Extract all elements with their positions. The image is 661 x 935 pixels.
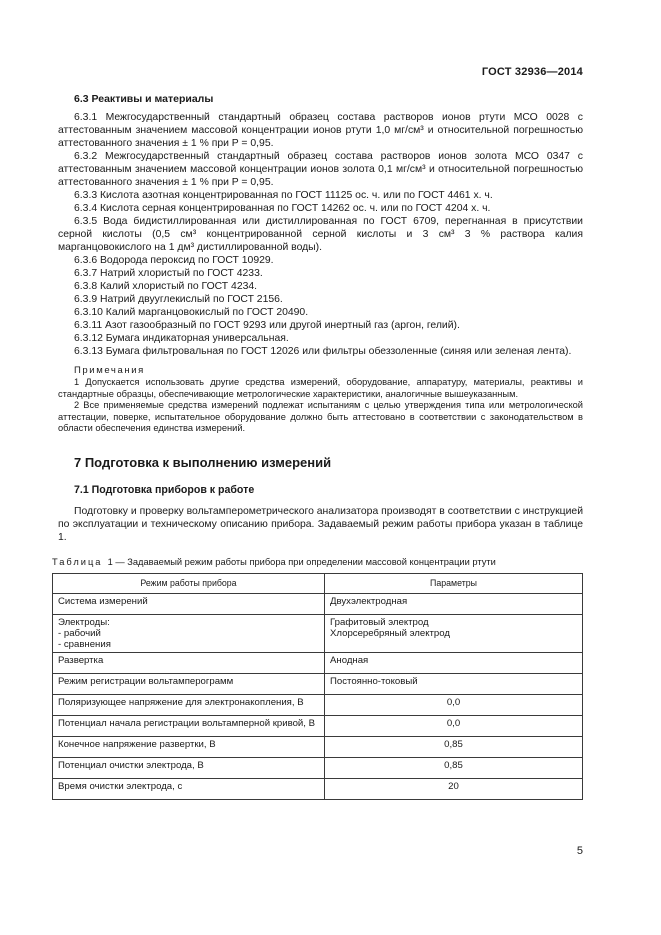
paragraph-6-3-4: 6.3.4 Кислота серная концентрированная по ГОСТ 14262 ос. ч. или по ГОСТ 4204 х. ч.: [74, 203, 491, 214]
table-row: [53, 757, 583, 778]
table-1: [52, 573, 583, 800]
note-1: 1 Допускается использовать другие средства измерений, оборудование, аппаратуру, материалы, реактивы и стандартные образцы, обеспечивающие метрологические характеристики, аналогичные вышеуказанным.: [58, 377, 583, 399]
table-row: [53, 614, 583, 652]
table-cell-param: 0,85: [325, 757, 583, 778]
column-header-params: Параметры: [325, 573, 583, 593]
table-row: [53, 593, 583, 614]
table-header-row: [53, 573, 583, 593]
table-cell-mode: Режим регистрации вольтамперограмм: [53, 673, 325, 694]
paragraph-6-3-1: 6.3.1 Межгосударственный стандартный образец состава растворов ионов ртути МСО 0028 с аттестованным значением массовой концентрации ионов ртути 1,0 мг/см³ и относительной погрешностью аттестованного значения ± 1 % при P = 0,95.: [58, 112, 583, 149]
document-code: ГОСТ 32936—2014: [481, 66, 583, 78]
paragraph-7-1: Подготовку и проверку вольтамперометрического анализатора производят в соответствии с инструкцией по эксплуатации и техническому описанию прибора. Задаваемый режим работы прибора указан в таблице 1.: [58, 505, 583, 543]
paragraph-6-3-7: 6.3.7 Натрий хлористый по ГОСТ 4233.: [74, 268, 263, 279]
section-7-1-heading: 7.1 Подготовка приборов к работе: [74, 483, 255, 496]
section-7-heading: 7 Подготовка к выполнению измерений: [74, 454, 332, 470]
table-cell-mode: Развертка: [53, 652, 325, 673]
table-cell-param: [325, 614, 583, 652]
table-caption-label: Таблица: [52, 556, 103, 567]
table-cell-mode: Потенциал очистки электрода, В: [53, 757, 325, 778]
table-row: [53, 736, 583, 757]
table-cell-param: 0,0: [325, 694, 583, 715]
page-content: [52, 93, 583, 800]
paragraph-6-3-13: 6.3.13 Бумага фильтровальная по ГОСТ 12026 или фильтры обеззоленные (синяя или зеленая лента).: [74, 346, 572, 357]
table-cell-mode: Система измерений: [53, 593, 325, 614]
paragraph-6-3-11: 6.3.11 Азот газообразный по ГОСТ 9293 или другой инертный газ (аргон, гелий).: [74, 320, 460, 331]
table-caption-text: 1 — Задаваемый режим работы прибора при определении массовой концентрации ртути: [107, 556, 496, 567]
table-cell-line: - сравнения: [58, 638, 111, 650]
table-cell-line: Электроды:: [58, 616, 110, 628]
table-cell-mode: Время очистки электрода, с: [53, 778, 325, 799]
section-6-3-heading: 6.3 Реактивы и материалы: [74, 93, 214, 105]
table-row: [53, 778, 583, 799]
notes-title: Примечания: [74, 365, 145, 376]
paragraph-6-3-10: 6.3.10 Калий марганцовокислый по ГОСТ 20490.: [74, 307, 309, 318]
table-cell-param: 0,0: [325, 715, 583, 736]
table-cell-mode: Потенциал начала регистрации вольтамперной кривой, В: [53, 715, 325, 736]
table-cell-mode: Поляризующее напряжение для электронакопления, В: [53, 694, 325, 715]
paragraph-6-3-3: 6.3.3 Кислота азотная концентрированная по ГОСТ 11125 ос. ч. или по ГОСТ 4461 х. ч.: [74, 190, 493, 201]
table-cell-param: 20: [325, 778, 583, 799]
note-2: 2 Все применяемые средства измерений подлежат испытаниям с целью утверждения типа или метрологической аттестации, поверке, испытательное оборудование должно быть аттестовано в соответствии с законодательством в области обеспечения единства измерений.: [58, 400, 583, 434]
paragraph-6-3-2: 6.3.2 Межгосударственный стандартный образец состава растворов ионов золота МСО 0347 с аттестованным значением массовой концентрации ионов золота 0,1 мг/см³ и относительной погрешностью аттестованного значения ± 1 % при P = 0,95.: [58, 151, 583, 188]
table-cell-mode: Конечное напряжение развертки, В: [53, 736, 325, 757]
table-cell-line: Хлорсеребряный электрод: [330, 627, 450, 639]
notes-block: [58, 365, 583, 435]
table-cell-param: Двухэлектродная: [325, 593, 583, 614]
column-header-mode: Режим работы прибора: [53, 573, 325, 593]
page-number: 5: [576, 845, 583, 857]
table-row: [53, 652, 583, 673]
table-cell-mode: [53, 614, 325, 652]
table-cell-line: Графитовый электрод: [330, 616, 429, 628]
paragraph-6-3-5: 6.3.5 Вода бидистиллированная или дистиллированная по ГОСТ 6709, перегнанная в присутствии серной кислоты (0,5 см³ концентрированной серной кислоты и 3 см³ 3 % раствора калия марганцовокислого на 1 дм³ дистиллированной воды).: [58, 216, 583, 253]
paragraph-6-3-12: 6.3.12 Бумага индикаторная универсальная.: [74, 333, 289, 344]
table-cell-line: - рабочий: [58, 627, 101, 639]
paragraph-6-3-8: 6.3.8 Калий хлористый по ГОСТ 4234.: [74, 281, 258, 292]
table-cell-param: 0,85: [325, 736, 583, 757]
table-cell-param: Постоянно-токовый: [325, 673, 583, 694]
table-row: [53, 673, 583, 694]
table-1-caption: [52, 557, 583, 567]
table-cell-param: Анодная: [325, 652, 583, 673]
paragraph-6-3-9: 6.3.9 Натрий двууглекислый по ГОСТ 2156.: [74, 294, 283, 305]
table-row: [53, 715, 583, 736]
paragraph-6-3-6: 6.3.6 Водорода пероксид по ГОСТ 10929.: [74, 255, 274, 266]
table-row: [53, 694, 583, 715]
